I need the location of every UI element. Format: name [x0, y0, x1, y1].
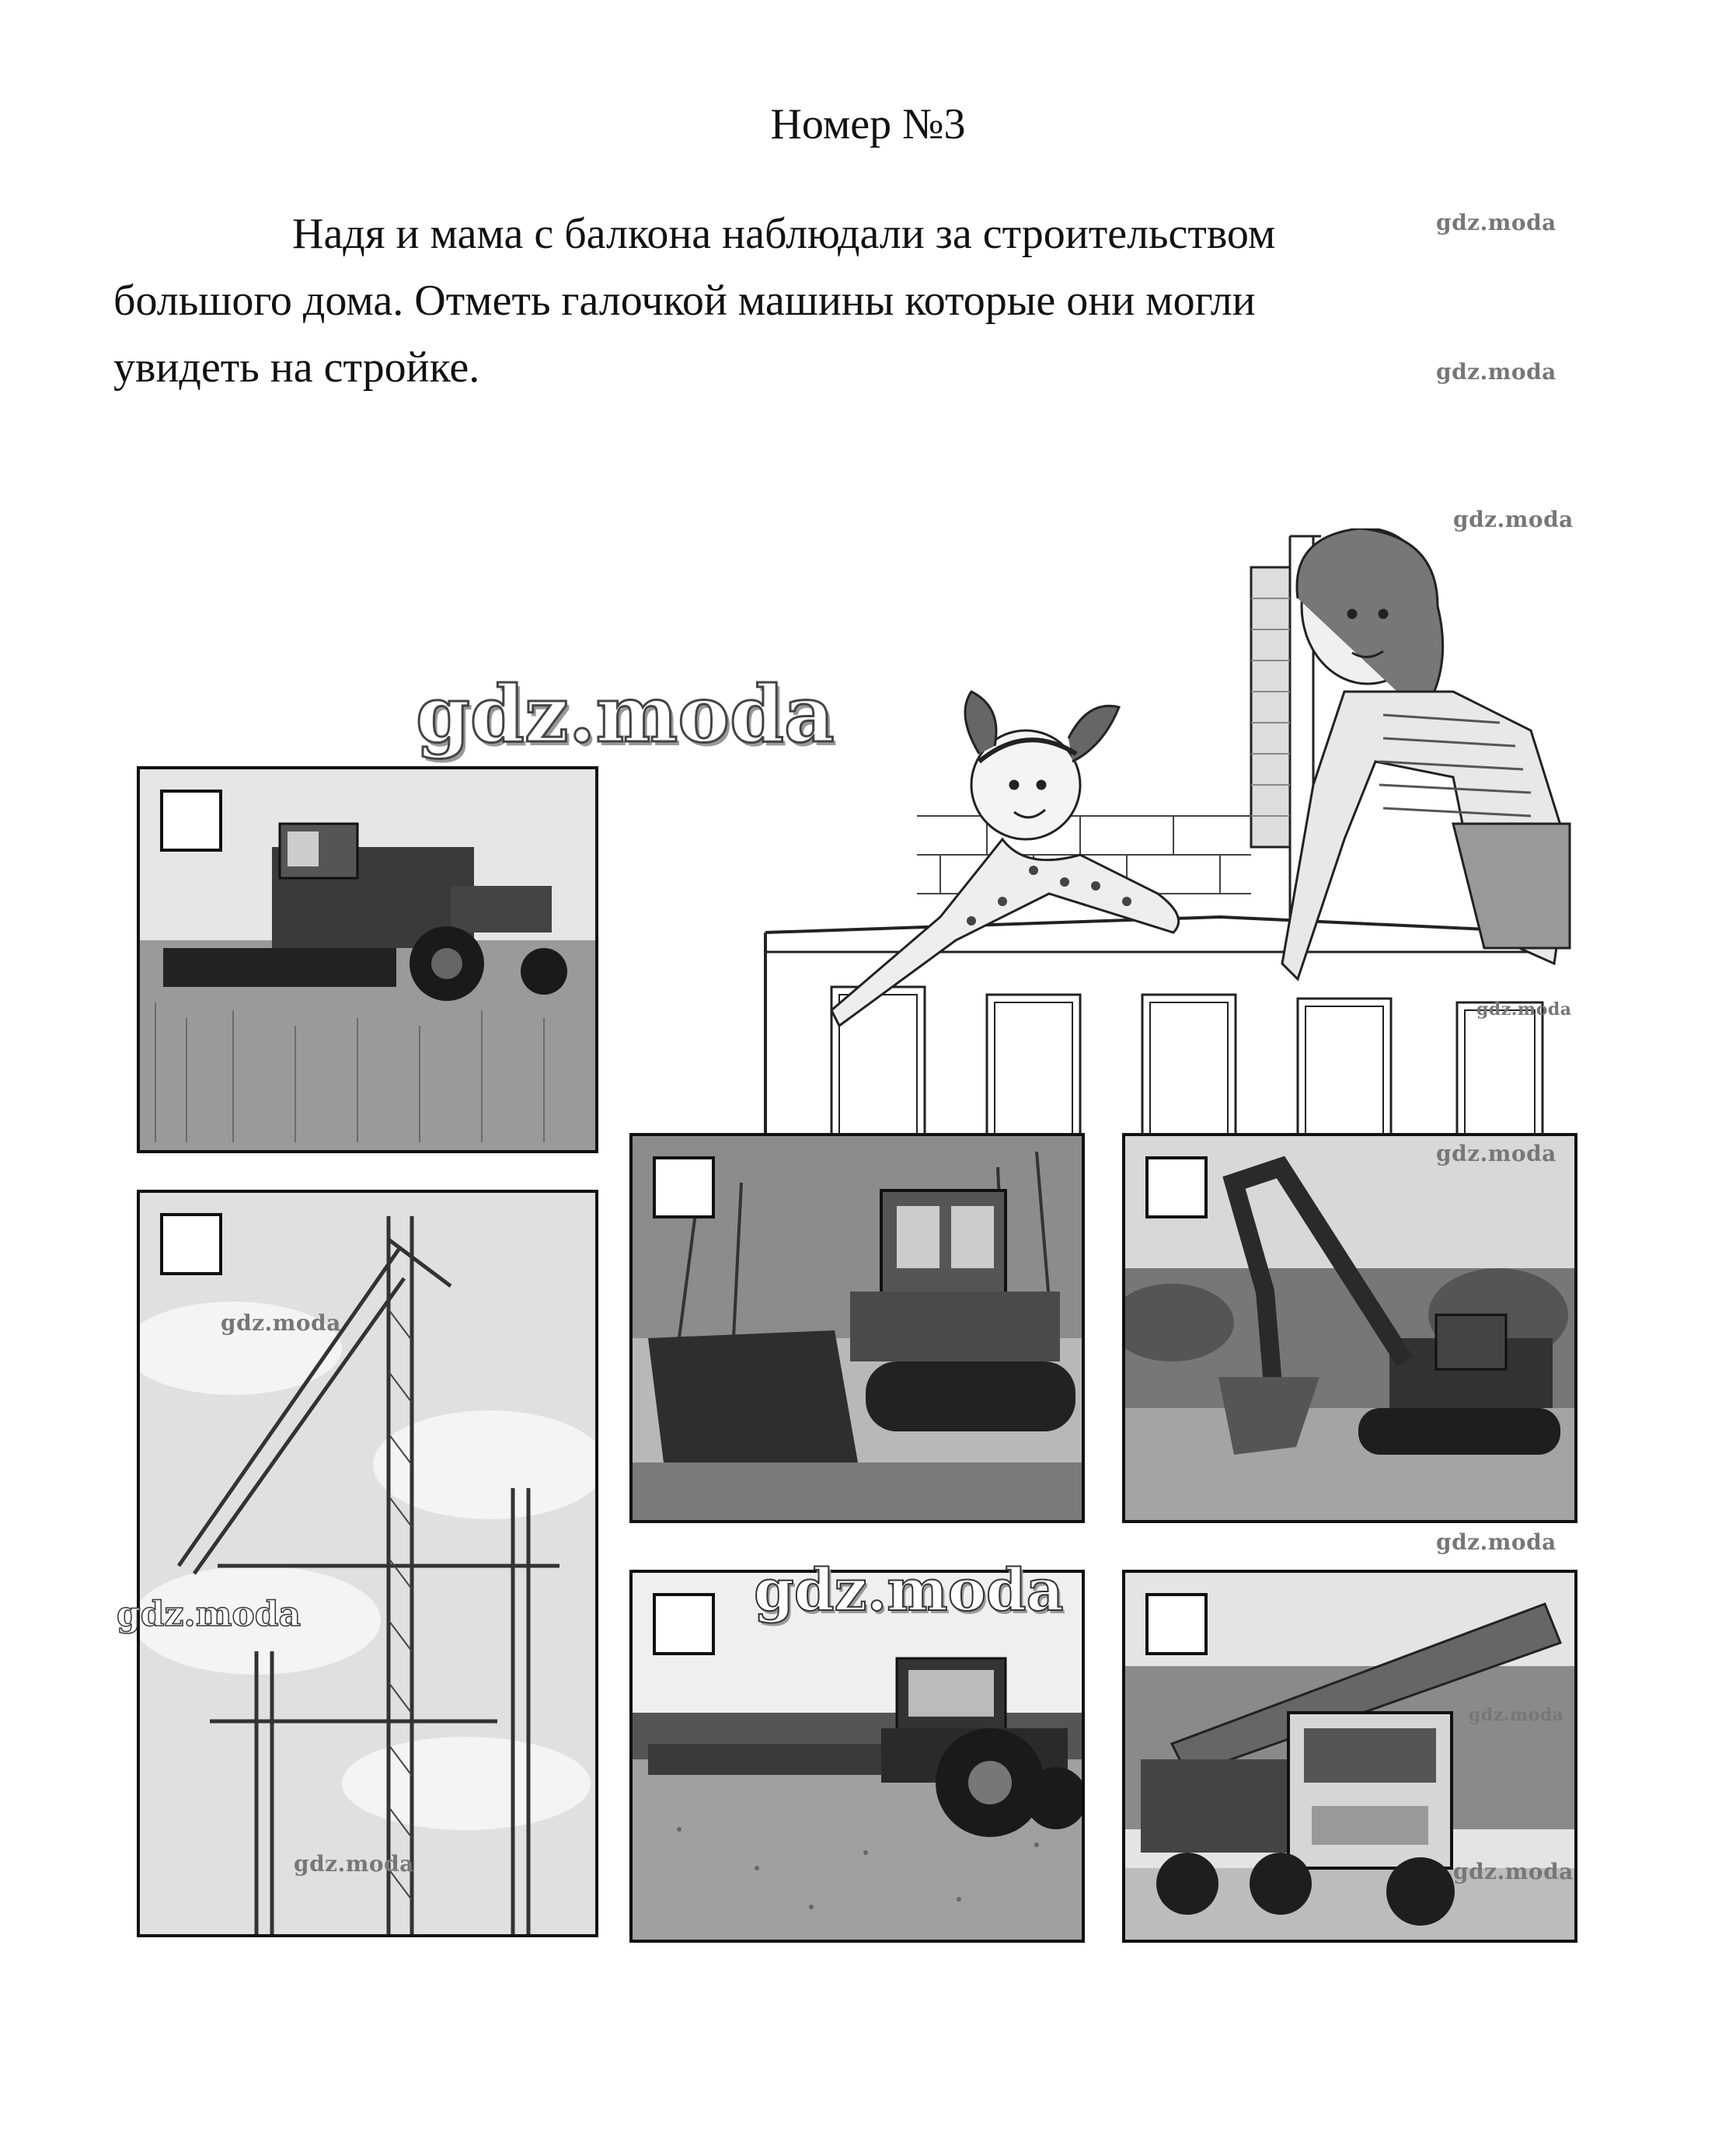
checkbox-tractor[interactable] [653, 1593, 715, 1655]
watermark: gdz.moda [1453, 1859, 1574, 1884]
photo-combine-harvester [137, 766, 598, 1153]
photo-tractor [629, 1570, 1085, 1943]
watermark: gdz.moda [221, 1310, 341, 1336]
girl-and-mother-on-balcony-drawing [754, 528, 1577, 1135]
watermark: gdz.moda [1453, 507, 1574, 532]
watermark-medium: gdz.moda [117, 1595, 302, 1634]
photo-truck-crane [1122, 1570, 1577, 1943]
tower-crane-image [140, 1193, 595, 1934]
watermark: gdz.moda [1469, 1705, 1564, 1725]
task-text [113, 200, 1357, 401]
checkbox-truck-crane[interactable] [1145, 1593, 1208, 1655]
watermark-large: gdz.moda [416, 668, 835, 760]
photo-bulldozer [629, 1133, 1085, 1523]
page-title: Номер №3 [770, 100, 966, 148]
photo-tower-crane [137, 1190, 598, 1937]
checkbox-combine-harvester[interactable] [160, 790, 222, 852]
watermark: gdz.moda [1436, 1141, 1556, 1166]
balcony-illustration [754, 528, 1577, 1135]
watermark-large: gdz.moda [754, 1557, 1064, 1624]
photo-excavator [1122, 1133, 1577, 1523]
checkbox-bulldozer[interactable] [653, 1156, 715, 1218]
watermark: gdz.moda [1436, 359, 1556, 385]
checkbox-excavator[interactable] [1145, 1156, 1208, 1218]
task-text-body: Надя и мама с балкона наблюдали за строительством большого дома. Отметь галочкой машины которые они могли увидеть на стройке. [113, 210, 1276, 392]
watermark: gdz.moda [1476, 999, 1572, 1020]
checkbox-tower-crane[interactable] [160, 1213, 222, 1275]
watermark: gdz.moda [294, 1851, 414, 1877]
watermark: gdz.moda [1436, 1529, 1556, 1555]
watermark: gdz.moda [1436, 210, 1556, 235]
